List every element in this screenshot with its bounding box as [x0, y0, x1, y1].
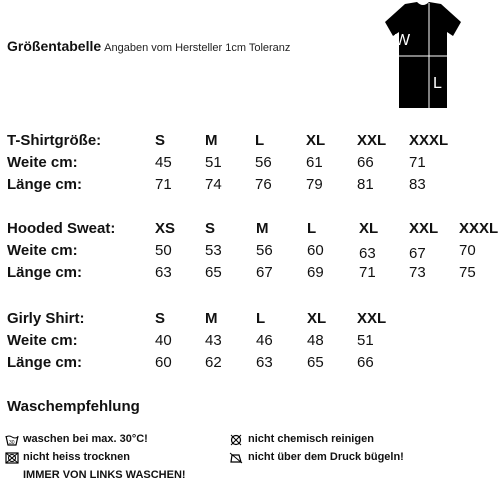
size-header: XL: [359, 220, 379, 237]
table-name: T-Shirtgröße:: [7, 132, 102, 149]
table-cell: 48: [307, 332, 324, 349]
care-text: nicht heiss trocknen: [23, 451, 130, 463]
table-cell: 63: [359, 245, 376, 262]
table-cell: 56: [255, 154, 272, 171]
table-cell: 62: [205, 354, 222, 371]
size-header: XXXL: [409, 132, 449, 149]
tshirt-diagram: [383, 0, 463, 110]
size-header: M: [205, 132, 218, 149]
table-cell: 79: [306, 176, 323, 193]
table-cell: 71: [359, 264, 376, 281]
table-cell: 83: [409, 176, 426, 193]
table-cell: 67: [409, 245, 426, 262]
table-cell: 60: [155, 354, 172, 371]
row-label: Länge cm:: [7, 354, 83, 371]
table-cell: 63: [256, 354, 273, 371]
size-header: XXL: [357, 132, 387, 149]
size-header: S: [155, 132, 166, 149]
wash-30-icon: [5, 433, 19, 451]
size-header: S: [155, 310, 166, 327]
table-cell: 75: [459, 264, 476, 281]
size-header: S: [205, 220, 216, 237]
size-header: XS: [155, 220, 176, 237]
size-header: L: [256, 310, 266, 327]
size-header: L: [307, 220, 317, 237]
row-label: Länge cm:: [7, 176, 83, 193]
table-cell: 61: [306, 154, 323, 171]
table-cell: 69: [307, 264, 324, 281]
table-cell: 66: [357, 354, 374, 371]
table-cell: 51: [357, 332, 374, 349]
table-cell: 40: [155, 332, 172, 349]
table-cell: 66: [357, 154, 374, 171]
care-title: Waschempfehlung: [7, 398, 140, 415]
subtitle-text: Angaben vom Hersteller 1cm Toleranz: [104, 42, 291, 54]
page-title: [7, 38, 290, 54]
table-cell: 70: [459, 242, 476, 259]
care-text: nicht über dem Druck bügeln!: [248, 451, 404, 463]
table-cell: 63: [155, 264, 172, 281]
no-dry-clean-icon: [229, 433, 243, 451]
table-cell: 56: [256, 242, 273, 259]
row-label: Weite cm:: [7, 242, 78, 259]
table-cell: 60: [307, 242, 324, 259]
table-cell: 50: [155, 242, 172, 259]
table-cell: 76: [255, 176, 272, 193]
table-cell: 43: [205, 332, 222, 349]
row-label: Länge cm:: [7, 264, 83, 281]
table-cell: 67: [256, 264, 273, 281]
table-cell: 71: [409, 154, 426, 171]
table-cell: 81: [357, 176, 374, 193]
diagram-width-label: W: [395, 32, 411, 49]
title-text: Größentabelle: [7, 38, 102, 54]
table-name: Girly Shirt:: [7, 310, 85, 327]
no-iron-print-icon: [229, 451, 243, 469]
table-cell: 53: [205, 242, 222, 259]
diagram-length-label: L: [433, 75, 442, 92]
table-cell: 51: [205, 154, 222, 171]
care-note: IMMER VON LINKS WASCHEN!: [23, 469, 186, 481]
tshirt-icon: [383, 0, 463, 110]
table-cell: 74: [205, 176, 222, 193]
care-text: waschen bei max. 30°C!: [23, 433, 148, 445]
table-cell: 71: [155, 176, 172, 193]
size-header: XXL: [409, 220, 439, 237]
size-header: L: [255, 132, 265, 149]
size-header: XXL: [357, 310, 387, 327]
care-text: nicht chemisch reinigen: [248, 433, 374, 445]
size-header: M: [205, 310, 218, 327]
table-cell: 65: [205, 264, 222, 281]
no-tumble-dry-icon: [5, 451, 19, 469]
table-cell: 45: [155, 154, 172, 171]
row-label: Weite cm:: [7, 154, 78, 171]
table-cell: 46: [256, 332, 273, 349]
size-header: XL: [307, 310, 327, 327]
svg-text:30: 30: [9, 440, 15, 446]
table-cell: 65: [307, 354, 324, 371]
size-header: XXXL: [459, 220, 499, 237]
row-label: Weite cm:: [7, 332, 78, 349]
size-header: M: [256, 220, 269, 237]
size-header: XL: [306, 132, 326, 149]
table-name: Hooded Sweat:: [7, 220, 116, 237]
table-cell: 73: [409, 264, 426, 281]
